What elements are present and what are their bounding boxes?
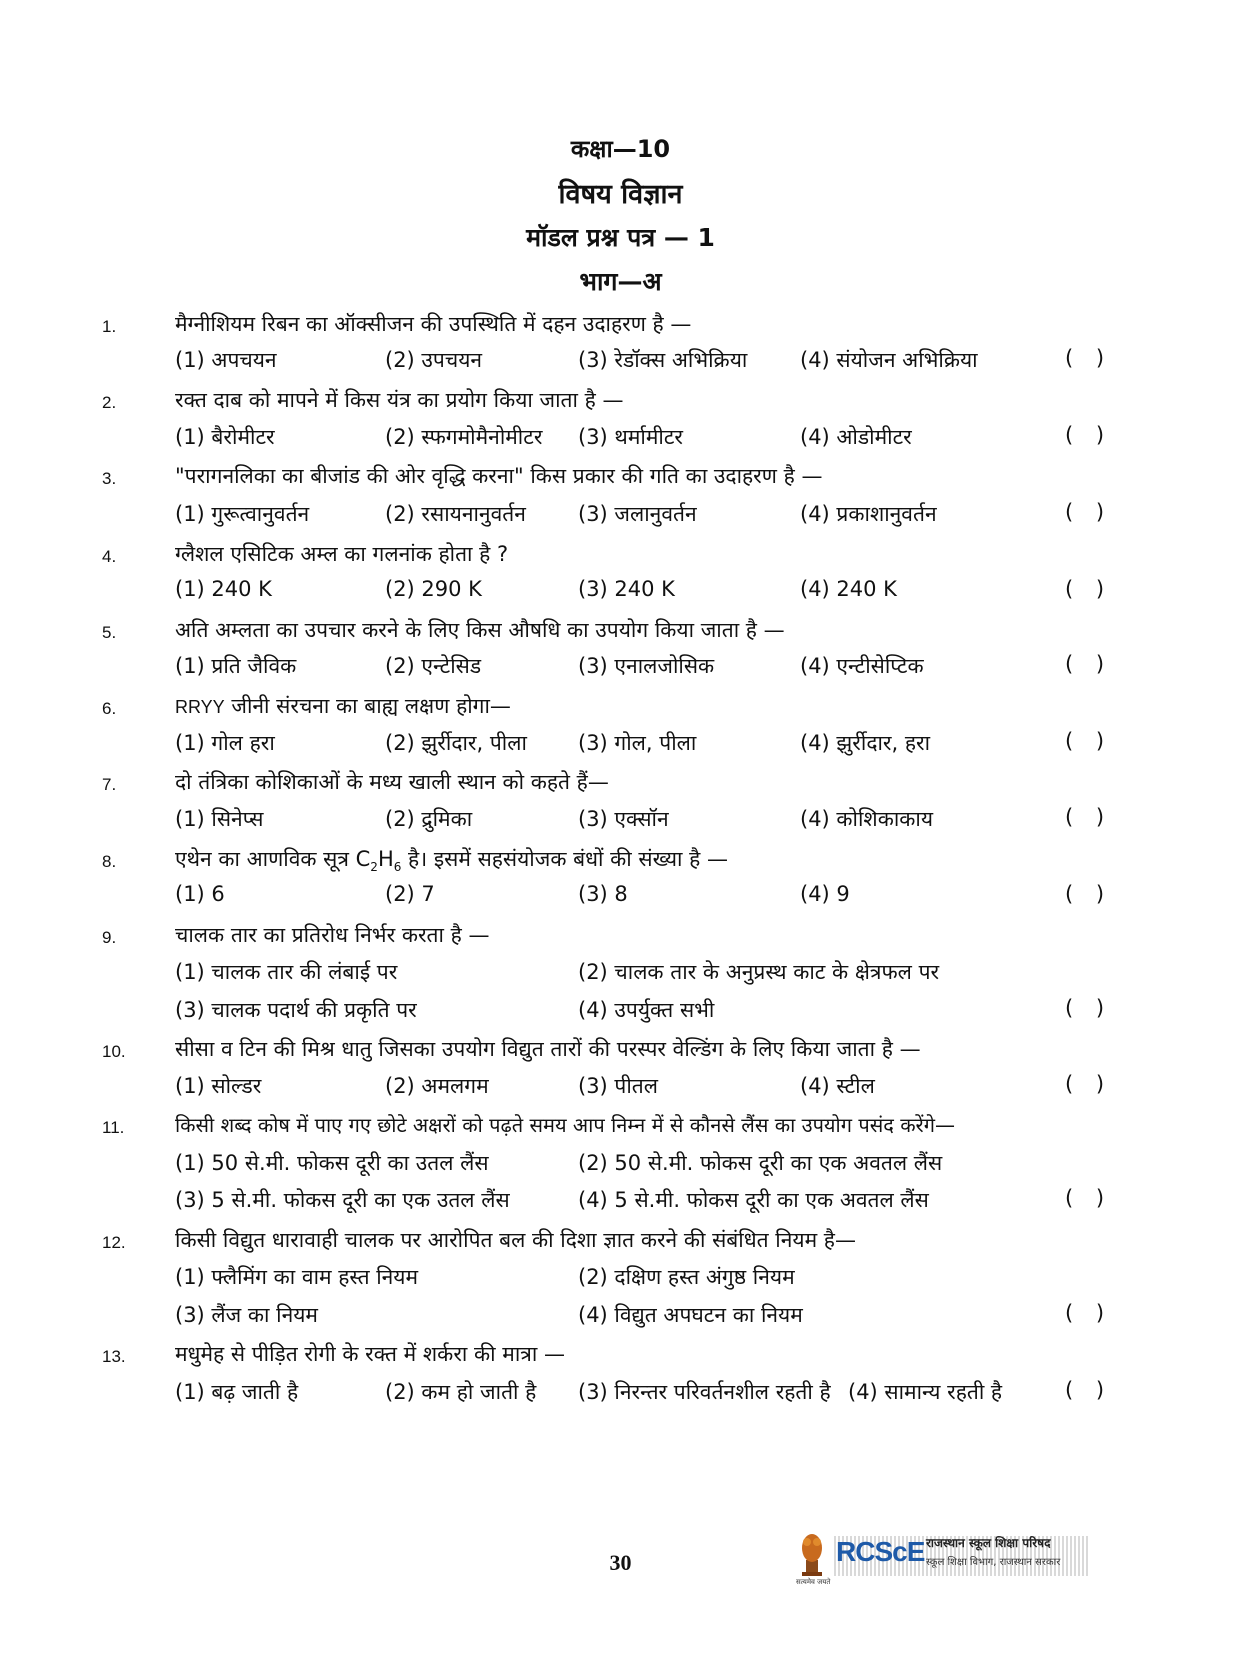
option-1: (1) बैरोमीटर (175, 425, 275, 449)
option-4: (4) उपर्युक्त सभी (578, 998, 715, 1022)
options-5 (0, 652, 1241, 690)
option-3: (3) चालक पदार्थ की प्रकृति पर (175, 998, 417, 1022)
subscript: 6 (393, 860, 402, 875)
question-number: 8. (102, 852, 117, 871)
question-text: मधुमेह से पीड़ित रोगी के रक्त में शर्करा की मात्रा — (175, 1342, 565, 1366)
answer-box[interactable]: ( ) (1065, 652, 1113, 676)
page-number: 30 (609, 1550, 632, 1575)
option-1: (1) सोल्डर (175, 1074, 262, 1098)
options-7 (0, 805, 1241, 843)
option-1: (1) गुरूत्वानुवर्तन (175, 502, 310, 526)
option-4: (4) विद्युत अपघटन का नियम (578, 1303, 803, 1327)
option-3: (3) एक्सॉन (578, 807, 669, 831)
option-1: (1) अपचयन (175, 348, 277, 372)
question-text: दो तंत्रिका कोशिकाओं के मध्य खाली स्थान को कहते हैं— (175, 770, 609, 794)
question-text: किसी शब्द कोष में पाए गए छोटे अक्षरों को पढ़ते समय आप निम्न में से कौनसे लैंस का उपयोग पसंद करेंगे— (175, 1113, 955, 1137)
logo-wordmark: RCScE (836, 1536, 925, 1567)
option-2: (2) स्फगमोमैनोमीटर (385, 425, 543, 449)
question-text: सीसा व टिन की मिश्र धातु जिसका उपयोग विद्युत तारों की परस्पर वेल्डिंग के लिए किया जाता है — (175, 1037, 921, 1061)
question-number: 5. (102, 623, 117, 642)
question-number: 13. (102, 1347, 126, 1366)
question-12 (0, 1226, 1241, 1264)
options-11b (0, 1186, 1241, 1224)
question-text: किसी विद्युत धारावाही चालक पर आरोपित बल की दिशा ज्ञात करने की संबंधित नियम है— (175, 1228, 856, 1252)
question-2 (0, 386, 1241, 424)
answer-box[interactable]: ( ) (1065, 729, 1113, 753)
option-3: (3) एनालजोसिक (578, 654, 715, 678)
question-text-part: है। इसमें सहसंयोजक बंधों की संख्या है — (401, 847, 728, 871)
subscript: 2 (370, 860, 378, 875)
option-2: (2) एन्टेसिड (385, 654, 482, 678)
question-3 (0, 462, 1241, 500)
option-2: (2) झुर्रीदार, पीला (385, 731, 527, 755)
answer-box[interactable]: ( ) (1065, 1072, 1113, 1096)
option-3: (3) 5 से.मी. फोकस दूरी का एक उतल लैंस (175, 1188, 510, 1212)
option-4: (4) कोशिकाकाय (800, 807, 934, 831)
option-3: (3) जलानुवर्तन (578, 502, 697, 526)
answer-box[interactable]: ( ) (1065, 996, 1113, 1020)
question-text-rest: जीनी संरचना का बाह्य लक्षण होगा— (224, 694, 511, 718)
option-1: (1) बढ़ जाती है (175, 1380, 299, 1404)
option-2: (2) 290 K (385, 577, 482, 601)
option-2: (2) रसायनानुवर्तन (385, 502, 526, 526)
class-heading: कक्षा—10 (570, 135, 671, 163)
option-3: (3) रेडॉक्स अभिक्रिया (578, 348, 748, 372)
question-number: 12. (102, 1233, 126, 1252)
question-13 (0, 1340, 1241, 1378)
options-9a (0, 958, 1241, 996)
question-9 (0, 921, 1241, 959)
question-text: चालक तार का प्रतिरोध निर्भर करता है — (175, 923, 490, 947)
genotype-label: RRYY (175, 697, 225, 717)
option-2: (2) 50 से.मी. फोकस दूरी का एक अवतल लैंस (578, 1151, 943, 1175)
options-3 (0, 500, 1241, 538)
question-number: 2. (102, 393, 117, 412)
options-12a (0, 1263, 1241, 1301)
question-6 (0, 692, 1241, 730)
options-1 (0, 346, 1241, 384)
option-3: (3) लैंज का नियम (175, 1303, 318, 1327)
question-number: 1. (102, 317, 117, 336)
question-number: 3. (102, 469, 117, 488)
answer-box[interactable]: ( ) (1065, 423, 1113, 447)
question-text-part: एथेन का आणविक सूत्र C (175, 847, 371, 871)
option-3: (3) पीतल (578, 1074, 658, 1098)
option-1: (1) गोल हरा (175, 731, 275, 755)
option-2: (2) दक्षिण हस्त अंगुष्ठ नियम (578, 1265, 795, 1289)
answer-box[interactable]: ( ) (1065, 1301, 1113, 1325)
option-3: (3) थर्मामीटर (578, 425, 684, 449)
options-8 (0, 882, 1241, 920)
option-4: (4) सामान्य रहती है (848, 1380, 1003, 1404)
question-number: 4. (102, 547, 117, 566)
option-1: (1) प्रति जैविक (175, 654, 297, 678)
options-10 (0, 1072, 1241, 1110)
option-3: (3) 8 (578, 882, 628, 906)
answer-box[interactable]: ( ) (1065, 346, 1113, 370)
option-4: (4) 5 से.मी. फोकस दूरी का एक अवतल लैंस (578, 1188, 929, 1212)
answer-box[interactable]: ( ) (1065, 882, 1113, 906)
question-text (175, 692, 511, 720)
question-text-part: H (377, 847, 394, 871)
section-heading: भाग—अ (579, 267, 662, 296)
option-1: (1) 240 K (175, 577, 272, 601)
option-3: (3) 240 K (578, 577, 675, 601)
question-10 (0, 1035, 1241, 1073)
answer-box[interactable]: ( ) (1065, 1186, 1113, 1210)
option-4: (4) संयोजन अभिक्रिया (800, 348, 978, 372)
option-4: (4) प्रकाशानुवर्तन (800, 502, 937, 526)
option-2: (2) अमलगम (385, 1074, 489, 1098)
subject-heading: विषय विज्ञान (558, 179, 683, 210)
question-number: 9. (102, 928, 117, 947)
answer-box[interactable]: ( ) (1065, 577, 1113, 601)
options-6 (0, 729, 1241, 767)
answer-box[interactable]: ( ) (1065, 500, 1113, 524)
options-4 (0, 577, 1241, 615)
rcsce-logo (796, 1530, 1092, 1588)
option-4: (4) स्टील (800, 1074, 875, 1098)
options-9b (0, 996, 1241, 1034)
option-1: (1) 50 से.मी. फोकस दूरी का उतल लैंस (175, 1151, 489, 1175)
options-2 (0, 423, 1241, 461)
option-2: (2) उपचयन (385, 348, 483, 372)
option-4: (4) एन्टीसेप्टिक (800, 654, 924, 678)
option-1: (1) फ्लैमिंग का वाम हस्त नियम (175, 1265, 419, 1289)
question-number: 6. (102, 699, 117, 718)
answer-box[interactable]: ( ) (1065, 1378, 1113, 1402)
option-1: (1) सिनेप्स (175, 807, 264, 831)
question-text (175, 845, 728, 874)
paper-title: मॉडल प्रश्न पत्र — 1 (526, 223, 715, 252)
emblem-caption: सत्यमेव जयते (796, 1578, 831, 1586)
question-number: 10. (102, 1042, 126, 1061)
options-13 (0, 1378, 1241, 1416)
logo-dept-name: स्कूल शिक्षा विभाग, राजस्थान सरकार (926, 1557, 1061, 1568)
question-text: रक्त दाब को मापने में किस यंत्र का प्रयोग किया जाता है — (175, 388, 624, 412)
question-8 (0, 845, 1241, 883)
option-4: (4) 9 (800, 882, 850, 906)
options-11a (0, 1149, 1241, 1187)
question-text: "परागनलिका का बीजांड की ओर वृद्धि करना" किस प्रकार की गति का उदाहरण है — (175, 464, 823, 488)
option-2: (2) 7 (385, 882, 435, 906)
question-text: मैग्नीशियम रिबन का ऑक्सीजन की उपस्थिति में दहन उदाहरण है — (175, 312, 692, 336)
option-2: (2) कम हो जाती है (385, 1380, 537, 1404)
question-4 (0, 540, 1241, 578)
question-number: 7. (102, 775, 117, 794)
option-3: (3) गोल, पीला (578, 731, 697, 755)
option-1: (1) 6 (175, 882, 225, 906)
option-3: (3) निरन्तर परिवर्तनशील रहती है (578, 1380, 831, 1404)
option-4: (4) ओडोमीटर (800, 425, 912, 449)
question-11 (0, 1111, 1241, 1149)
question-text: अति अम्लता का उपचार करने के लिए किस औषधि का उपयोग किया जाता है — (175, 618, 785, 642)
option-4: (4) झुर्रीदार, हरा (800, 731, 931, 755)
logo-org-name: राजस्थान स्कूल शिक्षा परिषद (926, 1536, 1051, 1550)
option-2: (2) द्रुमिका (385, 807, 473, 831)
question-1 (0, 310, 1241, 348)
question-text: ग्लैशल एसिटिक अम्ल का गलनांक होता है ? (175, 542, 509, 566)
question-5 (0, 616, 1241, 654)
option-2: (2) चालक तार के अनुप्रस्थ काट के क्षेत्रफल पर (578, 960, 940, 984)
option-4: (4) 240 K (800, 577, 897, 601)
options-12b (0, 1301, 1241, 1339)
question-7 (0, 768, 1241, 806)
option-1: (1) चालक तार की लंबाई पर (175, 960, 398, 984)
question-number: 11. (102, 1118, 125, 1137)
answer-box[interactable]: ( ) (1065, 805, 1113, 829)
